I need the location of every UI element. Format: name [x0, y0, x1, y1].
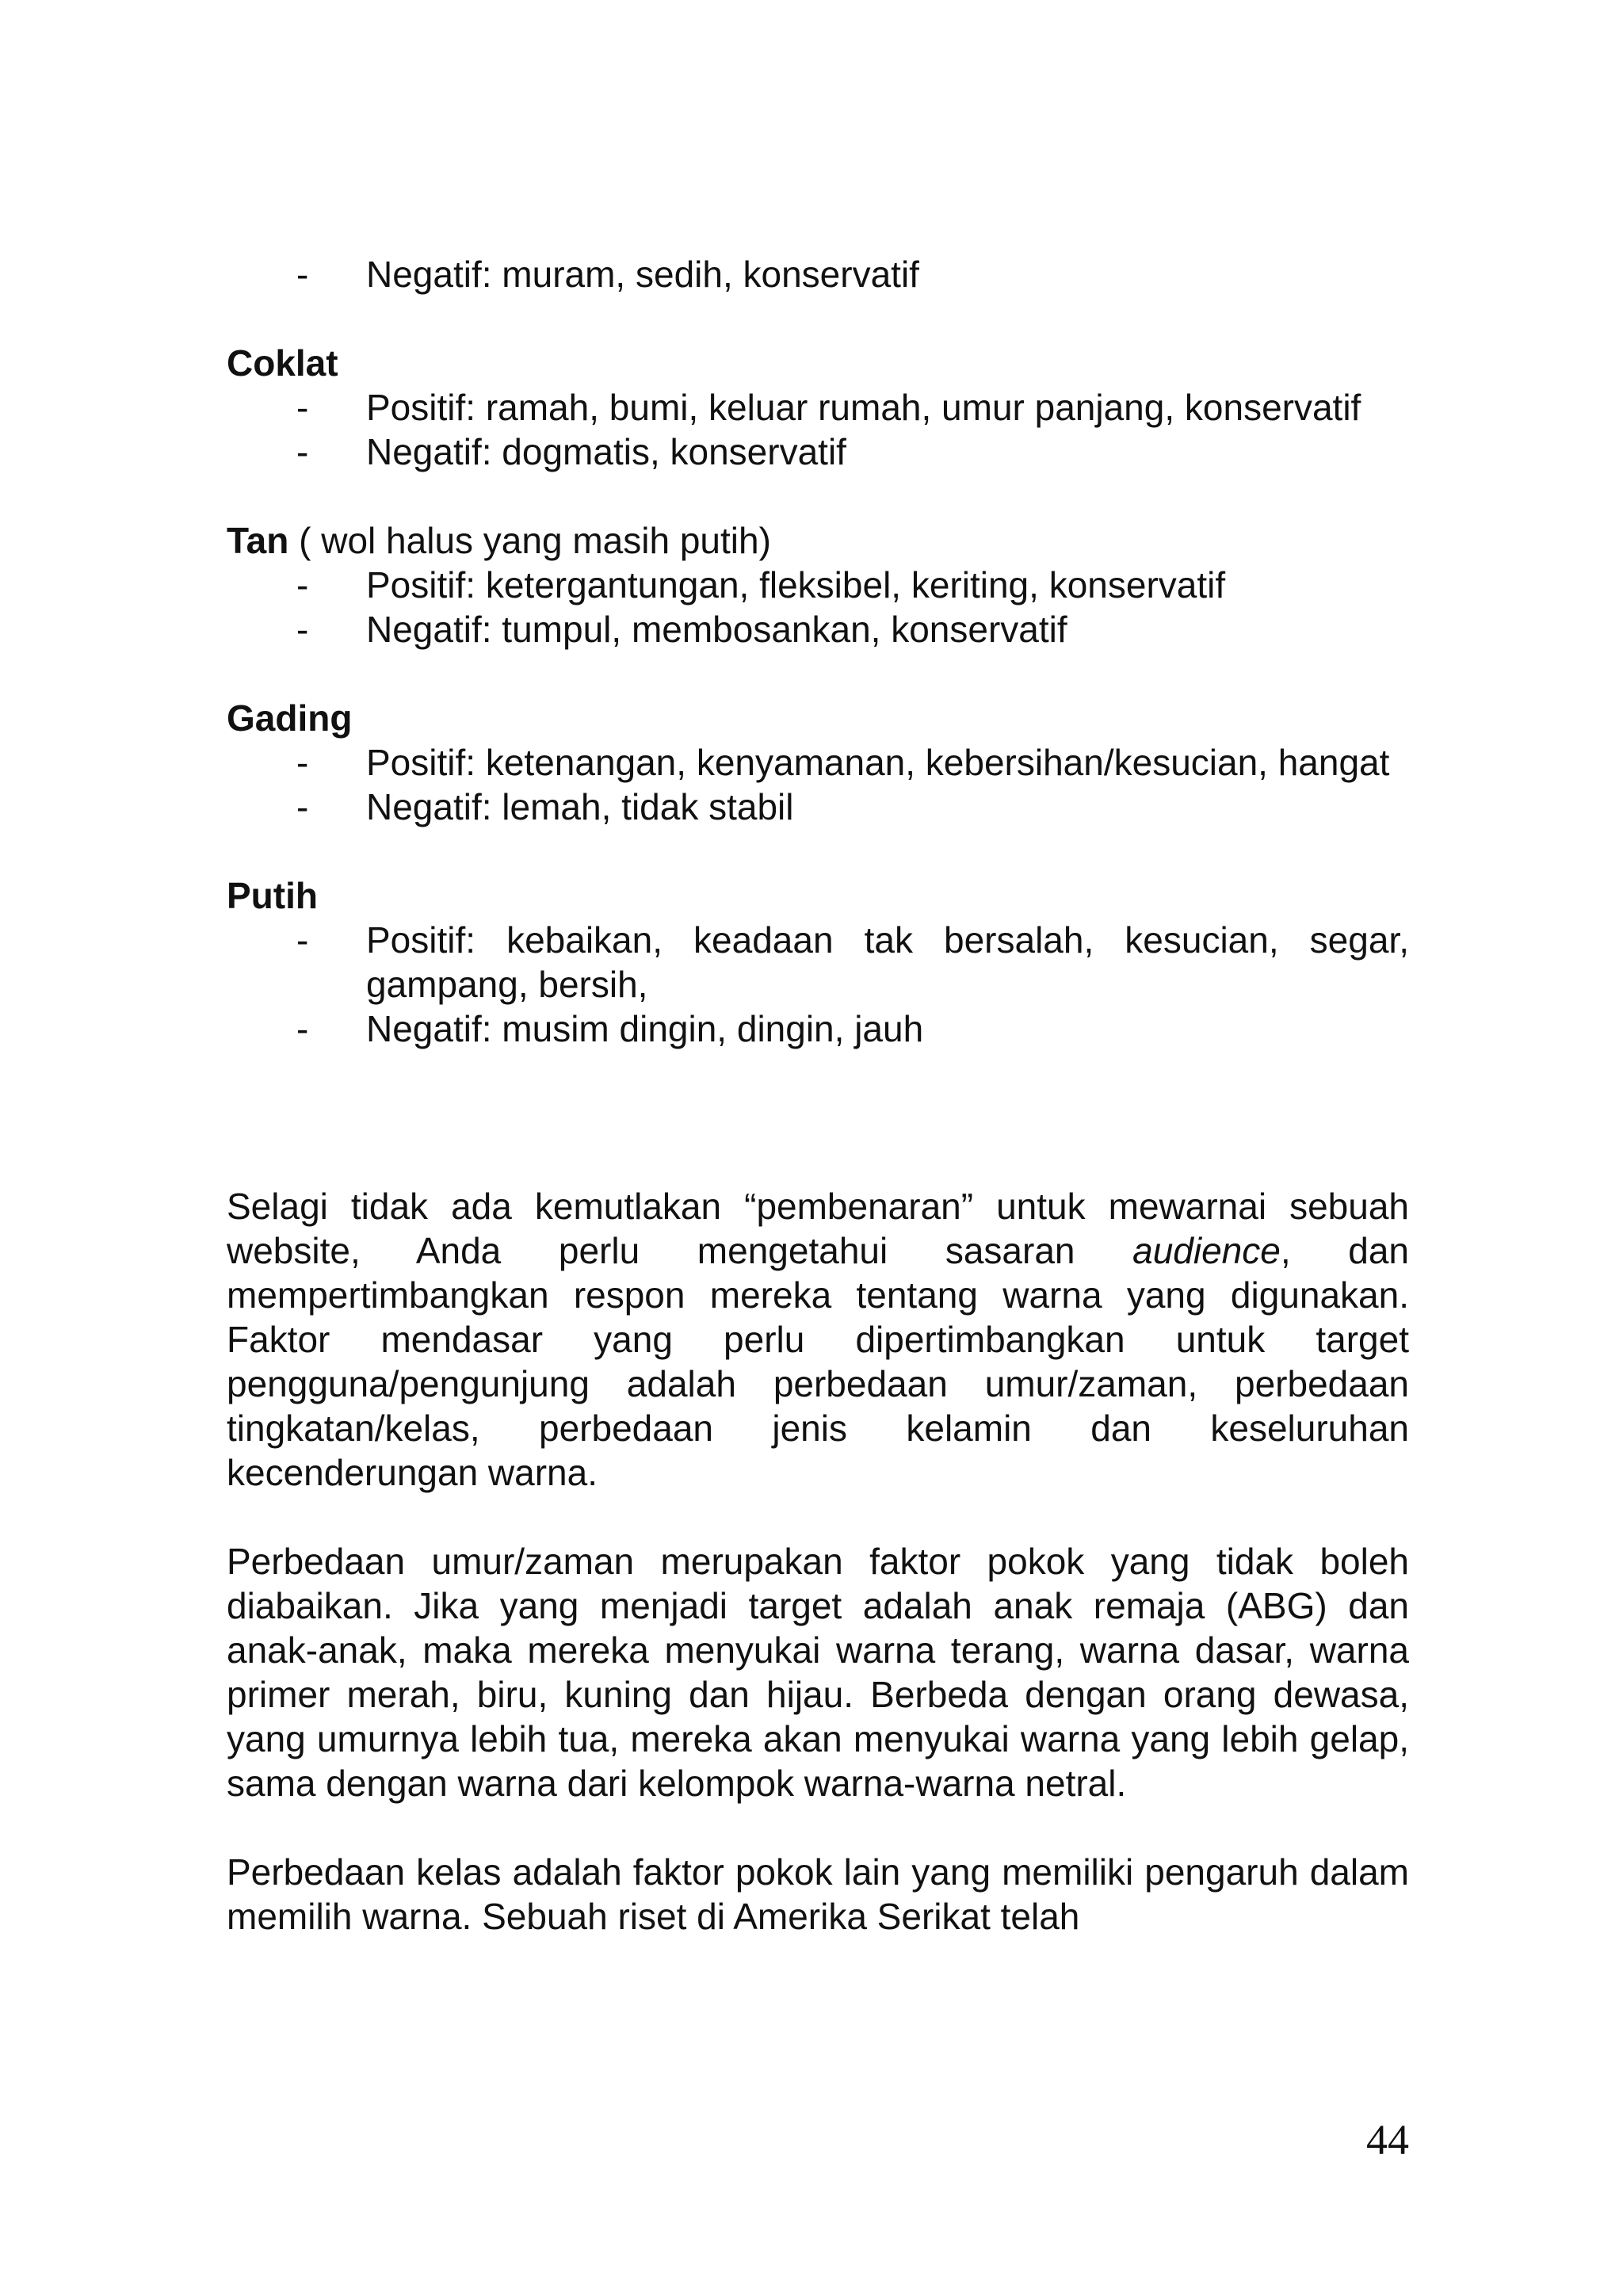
list-item-text: Positif: ketenangan, kenyamanan, kebersihan/kesucian, hangat: [366, 742, 1390, 783]
paragraph-text: , dan mempertimbangkan respon mereka tentang warna yang digunakan. Faktor mendasar yang perlu dipertimbangkan untuk target pengguna/pengunjung adalah perbedaan umur/zaman, perbedaan tingkatan/kelas, perbedaan jenis kelamin dan keseluruhan kecenderungan warna.: [227, 1230, 1409, 1493]
list-dash: -: [296, 564, 309, 606]
section-heading: [227, 696, 1409, 740]
section-title: Tan: [227, 520, 289, 561]
list-item-text: Negatif: lemah, tidak stabil: [366, 786, 794, 827]
body-paragraph: Perbedaan umur/zaman merupakan faktor pokok yang tidak boleh diabaikan. Jika yang menjadi target adalah anak remaja (ABG) dan anak-anak, maka mereka menyukai warna terang, warna dasar, warna primer merah, biru, kuning dan hijau. Berbeda dengan orang dewasa, yang umurnya lebih tua, mereka akan menyukai warna yang lebih gelap, sama dengan warna dari kelompok warna-warna netral.: [227, 1541, 1409, 1804]
emphasis-text: audience: [1132, 1230, 1281, 1271]
list-item-text: Negatif: muram, sedih, konservatif: [366, 254, 919, 295]
list-item-text: Negatif: tumpul, membosankan, konservatif: [366, 609, 1067, 650]
list-item-text: Negatif: musim dingin, dingin, jauh: [366, 1008, 924, 1049]
list-item: [227, 252, 1409, 296]
section-list: [227, 918, 1409, 1051]
list-item: [227, 918, 1409, 1007]
section-title: Gading: [227, 697, 353, 739]
list-item: [227, 430, 1409, 474]
section-list: [227, 740, 1409, 829]
body-paragraph: Perbedaan kelas adalah faktor pokok lain yang memiliki pengaruh dalam memilih warna. Sebuah riset di Amerika Serikat telah: [227, 1851, 1409, 1937]
section-title: Putih: [227, 875, 318, 916]
list-dash: -: [296, 919, 309, 961]
list-dash: -: [296, 1008, 309, 1049]
list-item: [227, 607, 1409, 651]
list-item: [227, 740, 1409, 785]
list-dash: -: [296, 609, 309, 650]
top-list: [227, 252, 1409, 296]
list-item: [227, 785, 1409, 829]
body-paragraph: [227, 1184, 1409, 1495]
list-dash: -: [296, 431, 309, 472]
paragraph-text: Selagi tidak ada kemutlakan “pembenaran” untuk mewarnai sebuah website, Anda perlu mengetahui sasaran: [227, 1186, 1409, 1271]
section-heading: [227, 873, 1409, 918]
section-title: Coklat: [227, 342, 338, 384]
document-page: [227, 252, 1409, 1939]
page-number: 44: [1366, 2116, 1409, 2164]
list-item-text: Positif: ramah, bumi, keluar rumah, umur panjang, konservatif: [366, 387, 1361, 428]
section-list: [227, 385, 1409, 474]
list-dash: -: [296, 387, 309, 428]
color-section-tan: [227, 518, 1409, 651]
list-dash: -: [296, 742, 309, 783]
color-section-gading: [227, 696, 1409, 829]
list-item-text: Negatif: dogmatis, konservatif: [366, 431, 846, 472]
list-dash: -: [296, 254, 309, 295]
section-note: ( wol halus yang masih putih): [288, 520, 771, 561]
section-heading: [227, 341, 1409, 385]
color-section-putih: [227, 873, 1409, 1051]
list-item: [227, 385, 1409, 430]
color-section-coklat: [227, 341, 1409, 474]
list-dash: -: [296, 786, 309, 827]
section-list: [227, 563, 1409, 651]
list-item-text: Positif: ketergantungan, fleksibel, keriting, konservatif: [366, 564, 1226, 606]
list-item: [227, 1007, 1409, 1051]
list-item-text: Positif: kebaikan, keadaan tak bersalah, kesucian, segar, gampang, bersih,: [366, 919, 1409, 1005]
section-heading: [227, 518, 1409, 563]
list-item: [227, 563, 1409, 607]
